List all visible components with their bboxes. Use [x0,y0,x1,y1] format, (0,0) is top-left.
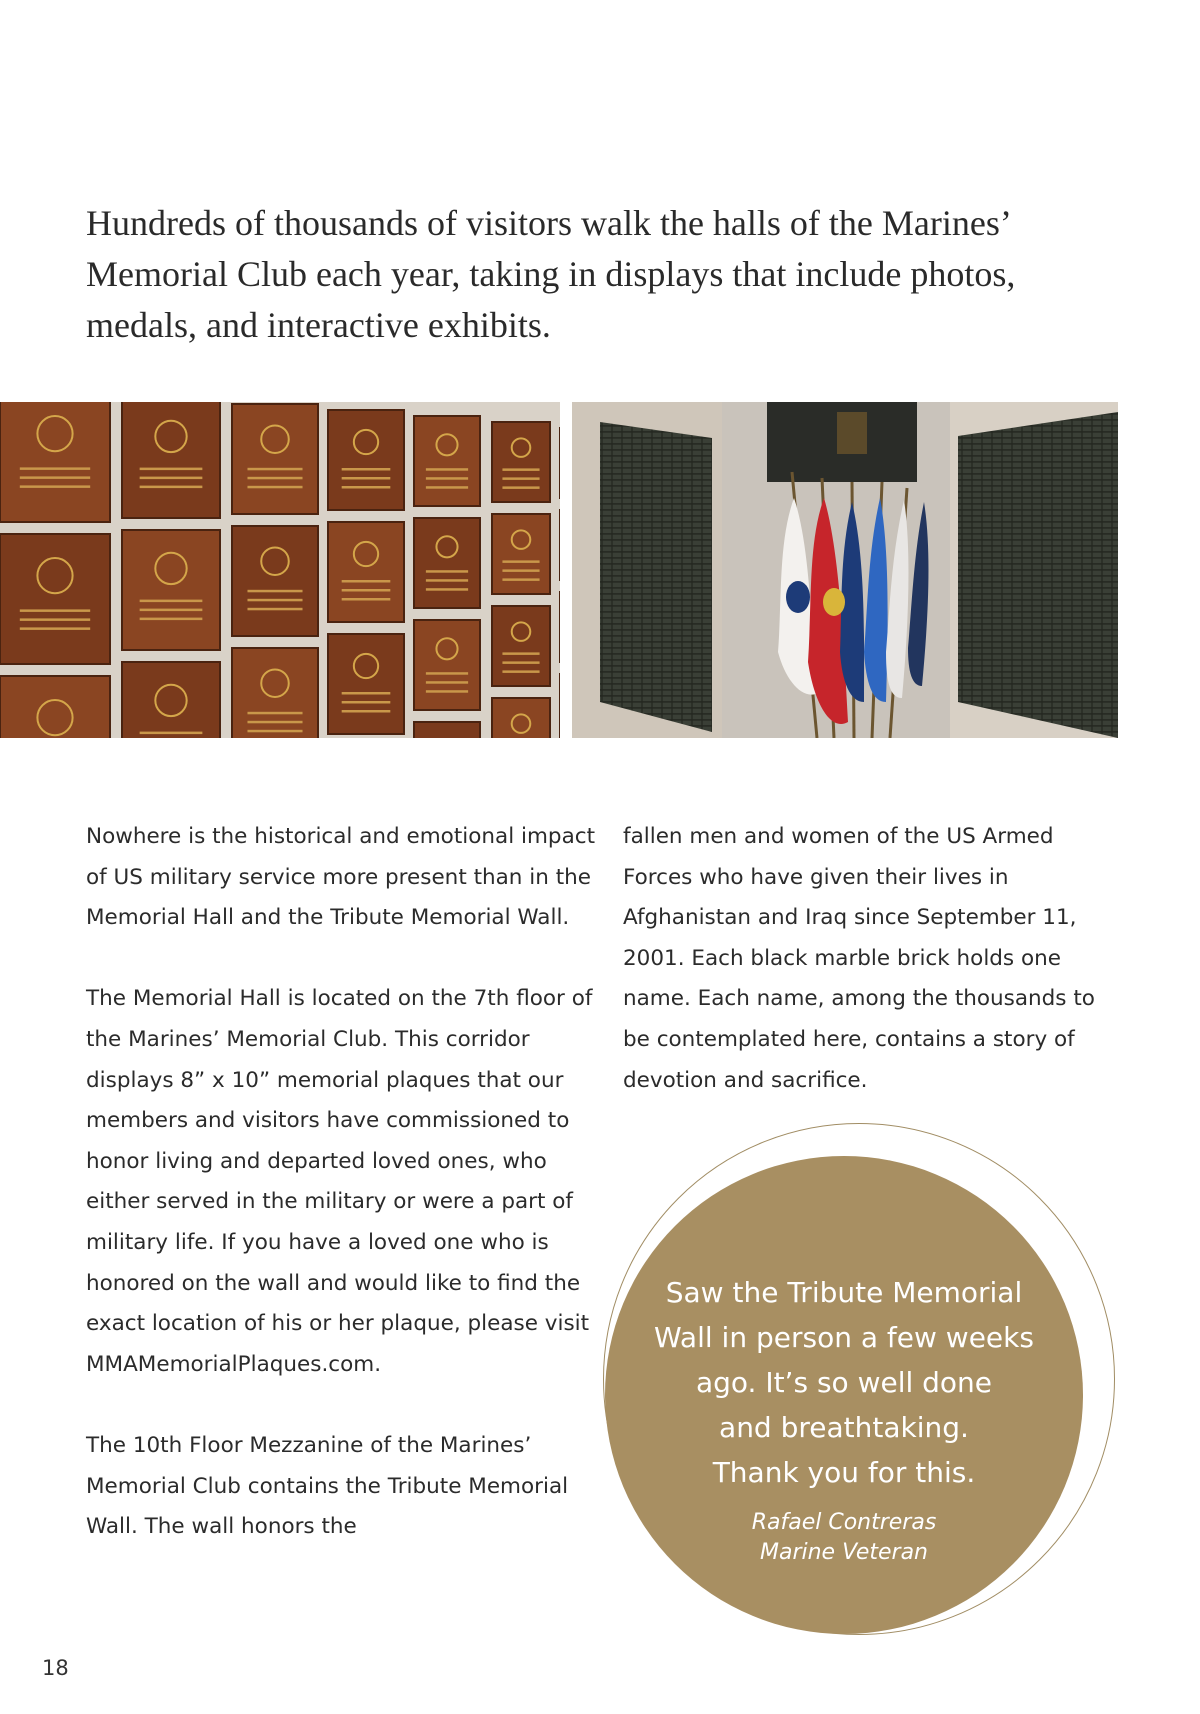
quote-line: Saw the Tribute Memorial [665,1276,1023,1309]
quote-attribution [629,1508,1059,1568]
quote-line: and breathtaking. [719,1411,969,1444]
quote-line: Thank you for this. [712,1456,976,1489]
tribute-wall-flags-photo [572,402,1118,738]
quote-line: ago. It’s so well done [695,1366,993,1399]
paragraph: The 10th Floor Mezzanine of the Marines’ Memorial Club contains the Tribute Memorial Wall. The wall honors the [86,1432,569,1540]
testimonial-quote [605,1156,1083,1634]
quote-line: Wall in person a few weeks [654,1321,1034,1354]
memorial-plaques-photo [0,402,560,738]
paragraph: Nowhere is the historical and emotional impact of US military service more present than in the Memorial Hall and the Tribute Memorial Wall. [86,824,595,931]
page-number: 18 [42,1656,69,1680]
plaques-image [0,402,560,738]
quote-author: Rafael Contreras [751,1510,937,1535]
paragraph: fallen men and women of the US Armed Forces who have given their lives in Afghanistan and Iraq since September 11, 2001. Each black marble brick holds one name. Each name, among the thousands to be contemplated here, contains a story of devotion and sacrifice. [623,824,1095,1093]
quote-text [629,1270,1059,1495]
body-column-right [623,817,1103,1101]
quote-author-title: Marine Veteran [759,1540,929,1565]
body-column-left [86,817,606,1548]
intro-heading: Hundreds of thousands of visitors walk the halls of the Marines’ Memorial Club each year, taking in displays that include photos, medals, and interactive exhibits. [86,203,1016,345]
paragraph: The Memorial Hall is located on the 7th floor of the Marines’ Memorial Club. This corridor displays 8” x 10” memorial plaques that our members and visitors have commissioned to honor living and departed loved ones, who either served in the military or were a part of military life. If you have a loved one who is honored on the wall and would like to find the exact location of his or her plaque, please visit MMAMemorialPlaques.com. [86,986,593,1377]
flags-image [572,402,1118,738]
